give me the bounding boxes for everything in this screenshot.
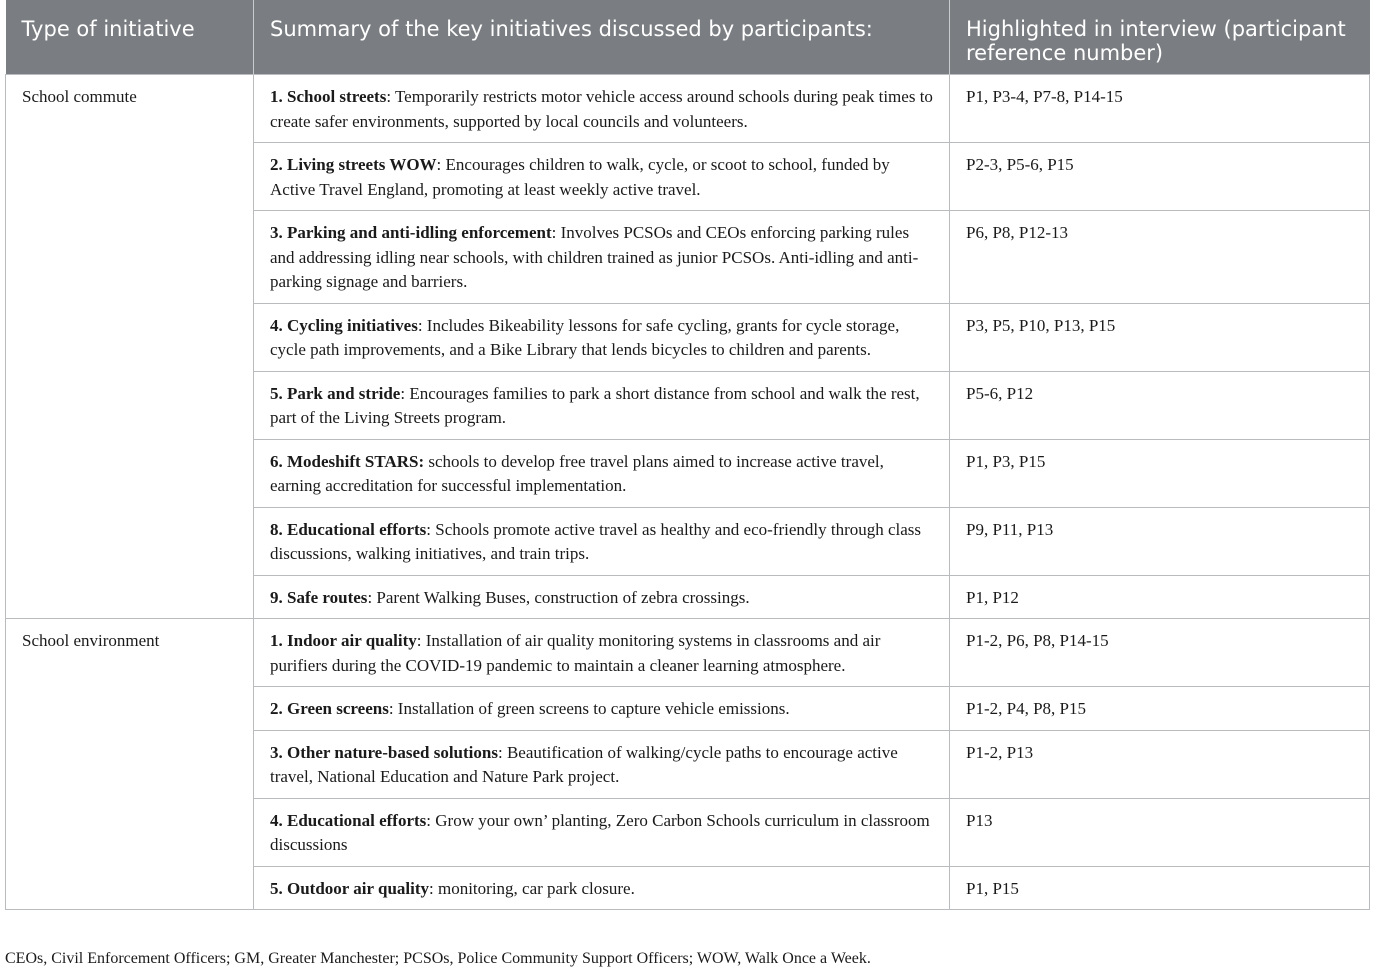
table-body bbox=[6, 75, 1370, 910]
participant-refs-cell: P1, P3, P15 bbox=[950, 439, 1370, 507]
participant-refs-cell: P5-6, P12 bbox=[950, 371, 1370, 439]
table-row bbox=[6, 619, 1370, 687]
initiative-description: : Beautification of walking/cycle paths to encourage active travel, National Education and Nature Park project. bbox=[270, 742, 898, 786]
initiative-title: 5. Park and stride bbox=[270, 383, 401, 403]
initiatives-table bbox=[5, 0, 1370, 910]
summary-cell bbox=[254, 211, 950, 304]
initiative-title: 5. Outdoor air quality bbox=[270, 878, 430, 898]
initiative-description: : Grow your own’ planting, Zero Carbon Schools curriculum in classroom discussions bbox=[270, 810, 930, 854]
initiative-title: 3. Parking and anti-idling enforcement bbox=[270, 223, 552, 242]
participant-refs-cell: P1, P3-4, P7-8, P14-15 bbox=[950, 75, 1370, 143]
initiative-description: : Parent Walking Buses, construction of zebra crossings. bbox=[367, 587, 750, 607]
summary-cell bbox=[254, 143, 950, 211]
summary-cell bbox=[254, 798, 950, 866]
table-row bbox=[6, 75, 1370, 143]
participant-refs-cell: P9, P11, P13 bbox=[950, 507, 1370, 575]
summary-cell bbox=[254, 575, 950, 619]
participant-refs-cell: P1-2, P6, P8, P14-15 bbox=[950, 619, 1370, 687]
initiative-title: 1. School streets bbox=[270, 87, 387, 106]
summary-cell bbox=[254, 439, 950, 507]
initiative-title: 4. Cycling initiatives bbox=[270, 315, 418, 335]
participant-refs-cell: P1-2, P13 bbox=[950, 730, 1370, 798]
initiative-title: 6. Modeshift STARS: bbox=[270, 451, 425, 471]
initiative-title: 4. Educational efforts bbox=[270, 810, 427, 830]
header-highlighted: Highlighted in interview (participant reference number) bbox=[950, 0, 1370, 75]
summary-cell bbox=[254, 75, 950, 143]
table-footnote: CEOs, Civil Enforcement Officers; GM, Greater Manchester; PCSOs, Police Community Support Officers; WOW, Walk Once a Week. bbox=[5, 950, 871, 967]
initiative-description: : monitoring, car park closure. bbox=[429, 878, 635, 898]
summary-cell bbox=[254, 730, 950, 798]
participant-refs-cell: P2-3, P5-6, P15 bbox=[950, 143, 1370, 211]
initiative-title: 9. Safe routes bbox=[270, 587, 368, 607]
participant-refs-cell: P13 bbox=[950, 798, 1370, 866]
table-header bbox=[6, 0, 1370, 75]
summary-cell bbox=[254, 303, 950, 371]
participant-refs-cell: P1, P15 bbox=[950, 866, 1370, 910]
initiative-description: : Schools promote active travel as healthy and eco-friendly through class discussions, walking initiatives, and train trips. bbox=[270, 519, 922, 563]
initiative-title: 3. Other nature-based solutions bbox=[270, 742, 498, 762]
initiative-title: 1. Indoor air quality bbox=[270, 631, 417, 650]
header-summary: Summary of the key initiatives discussed by participants: bbox=[254, 0, 950, 75]
participant-refs-cell: P1-2, P4, P8, P15 bbox=[950, 687, 1370, 731]
initiative-description: schools to develop free travel plans aimed to increase active travel, earning accreditation for successful implementation. bbox=[270, 451, 884, 495]
initiative-title: 2. Living streets WOW bbox=[270, 155, 437, 174]
initiative-description: : Temporarily restricts motor vehicle access around schools during peak times to create safer environments, supported by local councils and volunteers. bbox=[270, 87, 933, 131]
initiative-type-cell: School commute bbox=[6, 75, 254, 619]
summary-cell bbox=[254, 619, 950, 687]
initiative-description: : Encourages children to walk, cycle, or scoot to school, funded by Active Travel England, promoting at least weekly active travel. bbox=[270, 155, 890, 199]
header-type: Type of initiative bbox=[6, 0, 254, 75]
initiative-description: : Encourages families to park a short distance from school and walk the rest, part of the Living Streets program. bbox=[270, 383, 920, 427]
participant-refs-cell: P3, P5, P10, P13, P15 bbox=[950, 303, 1370, 371]
summary-cell bbox=[254, 687, 950, 731]
header-row bbox=[6, 0, 1370, 75]
participant-refs-cell: P1, P12 bbox=[950, 575, 1370, 619]
initiatives-table-container bbox=[5, 0, 1369, 910]
summary-cell bbox=[254, 866, 950, 910]
initiative-title: 8. Educational efforts bbox=[270, 519, 427, 539]
initiative-type-cell: School environment bbox=[6, 619, 254, 910]
initiative-description: : Involves PCSOs and CEOs enforcing parking rules and addressing idling near schools, with children trained as junior PCSOs. Anti-idling and anti-parking signage and barriers. bbox=[270, 223, 919, 291]
initiative-description: : Installation of green screens to capture vehicle emissions. bbox=[388, 699, 790, 718]
participant-refs-cell: P6, P8, P12-13 bbox=[950, 211, 1370, 304]
initiative-title: 2. Green screens bbox=[270, 699, 389, 718]
summary-cell bbox=[254, 371, 950, 439]
summary-cell bbox=[254, 507, 950, 575]
initiative-description: : Installation of air quality monitoring systems in classrooms and air purifiers during the COVID-19 pandemic to maintain a cleaner learning atmosphere. bbox=[270, 631, 881, 675]
initiative-description: : Includes Bikeability lessons for safe cycling, grants for cycle storage, cycle path improvements, and a Bike Library that lends bicycles to children and parents. bbox=[270, 315, 900, 359]
